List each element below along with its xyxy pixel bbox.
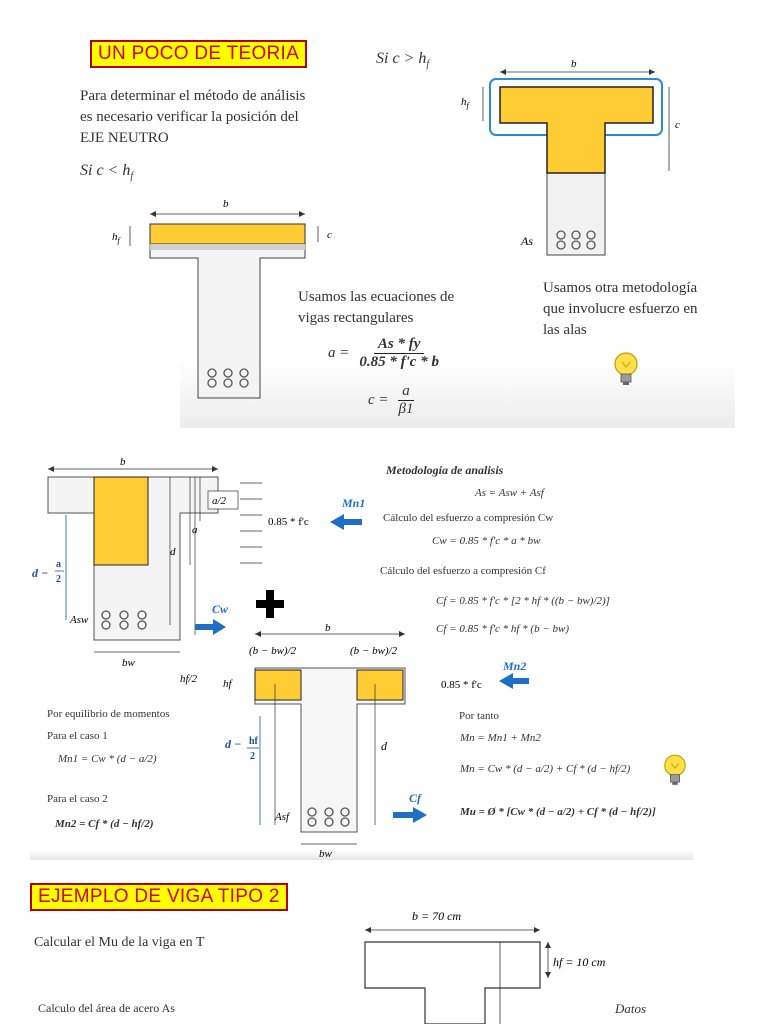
svg-text:d −: d − [225,737,242,751]
case1-text: Para el caso 1 [47,730,108,742]
equilibrium-text: Por equilibrio de momentos [47,708,170,720]
mn1-label: Mn1 [342,496,366,510]
mn2-label: Mn2 [503,659,527,673]
eq-a-denominator: 0.85 * f'c * b [359,354,439,370]
mn1-b-label: b [120,456,126,468]
intro-text: Para determinar el método de análisis es necesario verificar la posición del EJE NEUTRO [80,88,306,146]
equation-a [328,336,443,371]
eq-as-total: As = Asw + Asf [475,487,544,499]
fc-label-1: 0.85 * f'c [268,516,309,528]
eq-cf1: Cf = 0.85 * f'c * [2 * hf * ((b − bw)/2)] [436,595,610,607]
cf-label: Cf [409,791,421,805]
bw2-label: bw [319,848,332,860]
eq-mn1: Mn1 = Cw * (d − a/2) [58,753,157,765]
svg-text:d −: d − [32,566,49,580]
example-b-label: b = 70 cm [412,909,462,923]
method-title: Metodologia de analisis [386,463,504,477]
lightbulb-icon-2 [662,752,688,788]
task-text: Calcular el Mu de la viga en T [34,935,205,950]
eq-a-numerator: As * fy [374,336,425,354]
cw-title: Cálculo del esfuerzo a compresión Cw [383,512,554,524]
svg-text:hf: $h_f$ [461,96,469,110]
svg-text:2: 2 [250,751,255,762]
eq-mn2: Mn2 = Cf * (d − hf/2) [55,818,154,830]
example-hf-label: hf = 10 cm [553,955,606,969]
datos-label: Datos [615,1001,647,1016]
a-label: a [192,524,198,536]
eq-c-numerator: a [398,383,414,401]
eq-cw: Cw = 0.85 * f'c * a * bw [432,535,541,547]
rect-equations-text: Usamos las ecuaciones de vigas rectangulares [298,289,455,326]
case-c-greater-hf: Si $c > h_f$ [376,50,430,71]
svg-text:c: c [675,119,680,131]
svg-text:hf: hf [249,736,258,747]
tbeam-case2-diagram [455,55,695,265]
eq-a-lhs: a = [328,345,350,361]
svg-text:hf: $h_f$ [112,231,120,245]
other-method-text: Usamos otra metodología que involucre esfuerzo en las alas [543,280,698,338]
cf-title: Cálculo del esfuerzo a compresión Cf [380,565,546,577]
cw-label: Cw [212,602,229,616]
eq-mn-sum: Mn = Mn1 + Mn2 [460,732,541,744]
dim-b2-label: b [571,58,577,70]
svg-text:2: 2 [56,574,61,585]
eq-c-lhs: c = [368,392,389,408]
section-title-example: EJEMPLO DE VIGA TIPO 2 [30,883,288,911]
svg-text:hf: hf [223,678,232,690]
plus-icon [254,588,286,620]
d2-label: d [381,739,387,753]
eq-mn-full: Mn = Cw * (d − a/2) + Cf * (d − hf/2) [460,763,631,775]
svg-text:hf/2: hf/2 [180,673,198,685]
svg-text:a: a [56,559,61,570]
bbw2-right-label: (b − bw)/2 [350,645,398,657]
asf-label: Asf [275,811,290,823]
mn2-b-label: b [325,622,331,634]
eq-mu: Mu = Ø * [Cw * (d − a/2) + Cf * (d − hf/2)] [460,806,656,818]
d-label: d [170,546,176,558]
therefore-text: Por tanto [459,710,500,722]
a-half-label: a/2 [212,495,227,507]
equation-c [368,383,418,418]
as-label: As [521,234,533,248]
svg-text:c: c [327,229,332,241]
asw-label: Asw [70,614,89,626]
section-title-theory: UN POCO DE TEORIA [90,40,307,68]
case-c-less-hf: Si $c < h_f$ [80,162,134,183]
fc-label-2: 0.85 * f'c [441,679,482,691]
lightbulb-icon [612,350,640,388]
case2-text: Para el caso 2 [47,793,108,805]
bbw2-left-label: (b − bw)/2 [249,645,297,657]
eq-cf2: Cf = 0.85 * f'c * hf * (b − bw) [436,623,569,635]
dim-b-label: b [223,198,229,210]
bw-label: bw [122,657,135,669]
example-beam-diagram [350,900,650,1024]
eq-c-denominator: β1 [398,401,414,417]
steel-area-text: Calculo del área de acero As [38,1001,175,1015]
